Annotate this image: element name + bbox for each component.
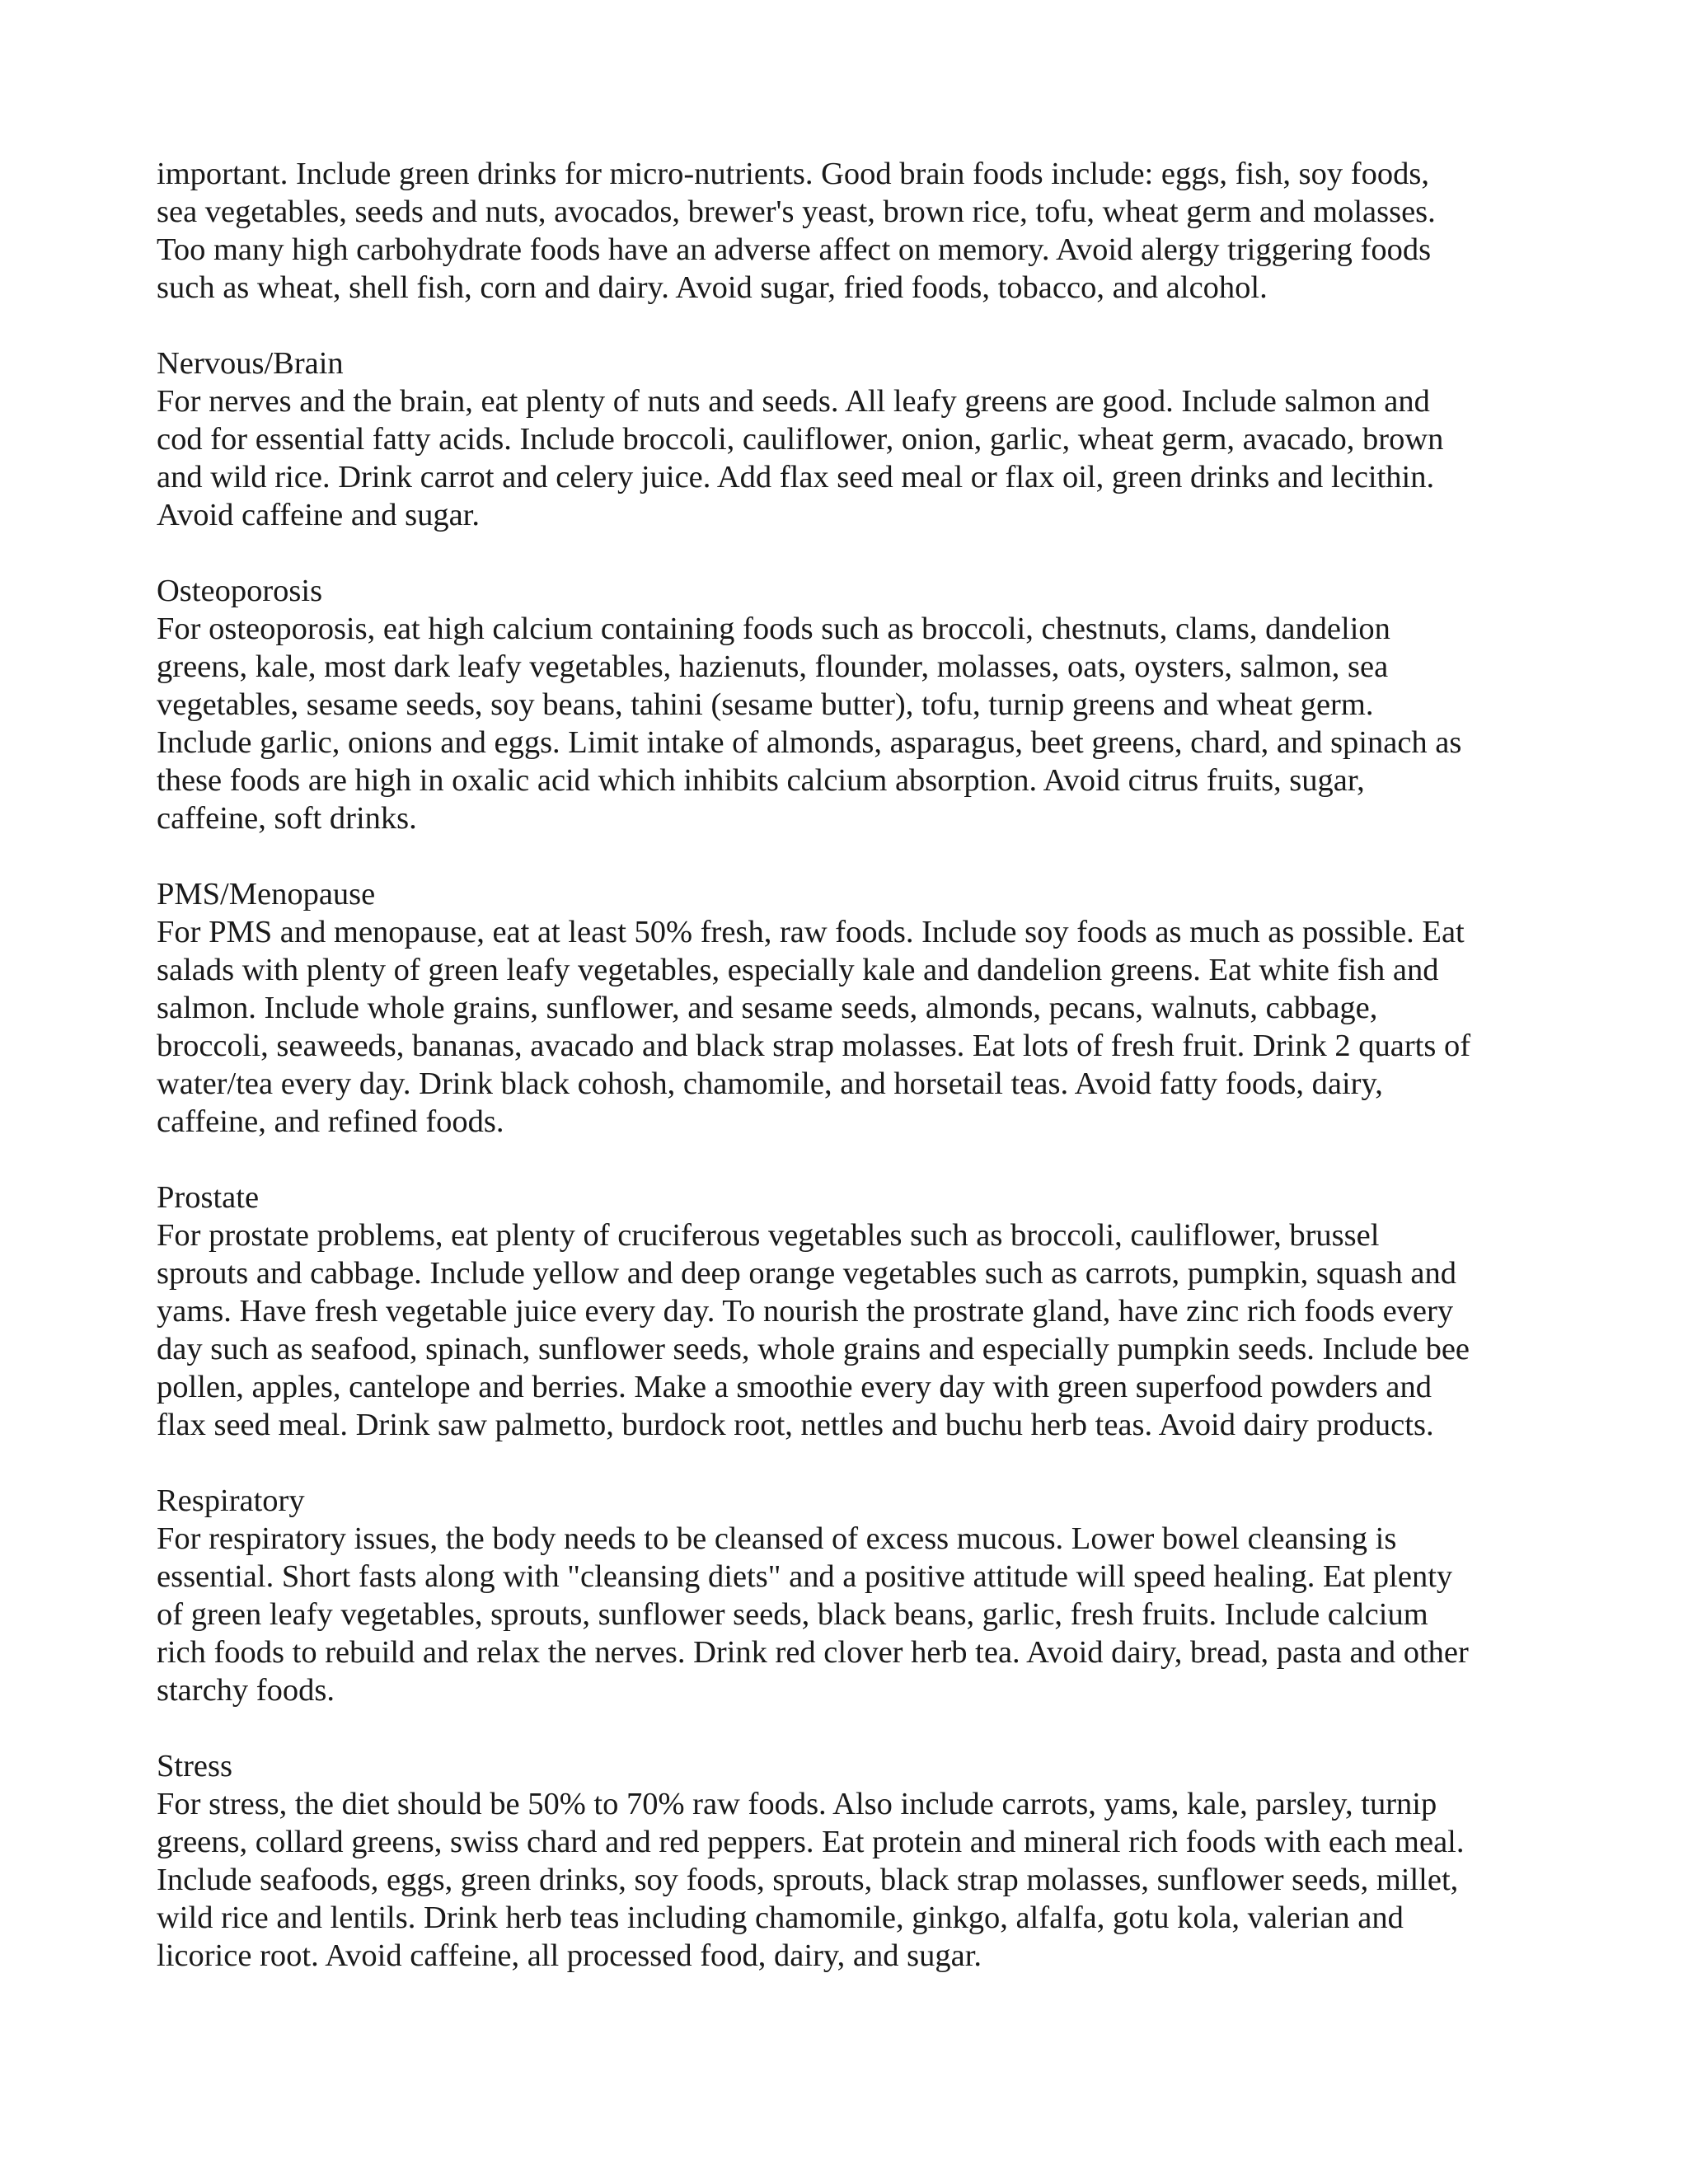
section-stress — [157, 1747, 1558, 1975]
text-line: broccoli, seaweeds, bananas, avacado and black strap molasses. Eat lots of fresh fruit. Drink 2 quarts of — [157, 1029, 1471, 1063]
text-line: sprouts and cabbage. Include yellow and deep orange vegetables such as carrots, pumpkin, squash and — [157, 1256, 1456, 1291]
text-line: and wild rice. Drink carrot and celery juice. Add flax seed meal or flax oil, green drinks and lecithin. — [157, 460, 1435, 494]
text-line: For prostate problems, eat plenty of cruciferous vegetables such as broccoli, cauliflower, brussel — [157, 1218, 1380, 1253]
text-line: such as wheat, shell fish, corn and dairy. Avoid sugar, fried foods, tobacco, and alcohol. — [157, 270, 1268, 305]
text-line: cod for essential fatty acids. Include broccoli, cauliflower, onion, garlic, wheat germ, avacado, brown — [157, 422, 1444, 457]
document-page — [157, 155, 1558, 1975]
text-line: Include seafoods, eggs, green drinks, soy foods, sprouts, black strap molasses, sunflower seeds, millet, — [157, 1863, 1459, 1897]
section-osteoporosis — [157, 572, 1558, 837]
section-respiratory — [157, 1482, 1558, 1709]
text-line: day such as seafood, spinach, sunflower seeds, whole grains and especially pumpkin seeds. Include bee — [157, 1332, 1470, 1366]
text-line: water/tea every day. Drink black cohosh, chamomile, and horsetail teas. Avoid fatty foods, dairy, — [157, 1066, 1383, 1101]
text-line: these foods are high in oxalic acid which inhibits calcium absorption. Avoid citrus fruits, sugar, — [157, 763, 1365, 798]
text-line: starchy foods. — [157, 1673, 335, 1708]
text-line: For nerves and the brain, eat plenty of nuts and seeds. All leafy greens are good. Include salmon and — [157, 384, 1430, 419]
text-line: For respiratory issues, the body needs to be cleansed of excess mucous. Lower bowel cleansing is — [157, 1521, 1397, 1556]
section-title: Respiratory — [157, 1483, 305, 1518]
text-line: salmon. Include whole grains, sunflower, and sesame seeds, almonds, pecans, walnuts, cabbage, — [157, 991, 1378, 1025]
text-line: sea vegetables, seeds and nuts, avocados, brewer's yeast, brown rice, tofu, wheat germ and molasses. — [157, 194, 1436, 229]
text-line: wild rice and lentils. Drink herb teas including chamomile, ginkgo, alfalfa, gotu kola, valerian and — [157, 1900, 1404, 1935]
text-line: of green leafy vegetables, sprouts, sunflower seeds, black beans, garlic, fresh fruits. Include calcium — [157, 1597, 1428, 1632]
section-title: Prostate — [157, 1180, 260, 1215]
section-paragraph — [157, 913, 1558, 1141]
text-line: caffeine, soft drinks. — [157, 801, 417, 836]
text-line: caffeine, and refined foods. — [157, 1104, 504, 1139]
section-title: Stress — [157, 1749, 232, 1783]
text-line: important. Include green drinks for micro-nutrients. Good brain foods include: eggs, fish, soy foods, — [157, 157, 1429, 191]
section-title: PMS/Menopause — [157, 877, 376, 912]
text-line: pollen, apples, cantelope and berries. Make a smoothie every day with green superfood powders and — [157, 1370, 1432, 1404]
text-line: greens, kale, most dark leafy vegetables, hazienuts, flounder, molasses, oats, oysters, salmon, sea — [157, 649, 1389, 684]
text-line: flax seed meal. Drink saw palmetto, burdock root, nettles and buchu herb teas. Avoid dairy products. — [157, 1408, 1434, 1442]
section-paragraph — [157, 1216, 1558, 1444]
section-title: Osteoporosis — [157, 574, 323, 608]
text-line: vegetables, sesame seeds, soy beans, tahini (sesame butter), tofu, turnip greens and wheat germ. — [157, 687, 1374, 722]
section-title: Nervous/Brain — [157, 346, 344, 381]
section-nervous-brain — [157, 344, 1558, 534]
text-line: rich foods to rebuild and relax the nerves. Drink red clover herb tea. Avoid dairy, bread, pasta and other — [157, 1635, 1469, 1670]
text-line: Avoid caffeine and sugar. — [157, 498, 480, 532]
text-line: greens, collard greens, swiss chard and red peppers. Eat protein and mineral rich foods with each meal. — [157, 1825, 1465, 1859]
text-line: licorice root. Avoid caffeine, all processed food, dairy, and sugar. — [157, 1938, 982, 1973]
text-line: For PMS and menopause, eat at least 50% fresh, raw foods. Include soy foods as much as possible. Eat — [157, 915, 1465, 949]
text-line: essential. Short fasts along with "cleansing diets" and a positive attitude will speed healing. Eat plenty — [157, 1559, 1453, 1594]
text-line: For stress, the diet should be 50% to 70% raw foods. Also include carrots, yams, kale, parsley, turnip — [157, 1787, 1437, 1821]
intro-paragraph — [157, 155, 1558, 307]
section-paragraph — [157, 1520, 1558, 1709]
text-line: yams. Have fresh vegetable juice every day. To nourish the prostrate gland, have zinc rich foods every — [157, 1294, 1454, 1329]
section-paragraph — [157, 1785, 1558, 1975]
section-prostate — [157, 1179, 1558, 1444]
section-paragraph — [157, 382, 1558, 534]
section-pms-menopause — [157, 875, 1558, 1141]
text-line: For osteoporosis, eat high calcium containing foods such as broccoli, chestnuts, clams, dandelion — [157, 612, 1390, 646]
text-line: salads with plenty of green leafy vegetables, especially kale and dandelion greens. Eat white fish and — [157, 953, 1439, 987]
text-line: Include garlic, onions and eggs. Limit intake of almonds, asparagus, beet greens, chard, and spinach as — [157, 725, 1462, 760]
text-line: Too many high carbohydrate foods have an adverse affect on memory. Avoid alergy triggering foods — [157, 232, 1432, 267]
section-paragraph — [157, 610, 1558, 837]
